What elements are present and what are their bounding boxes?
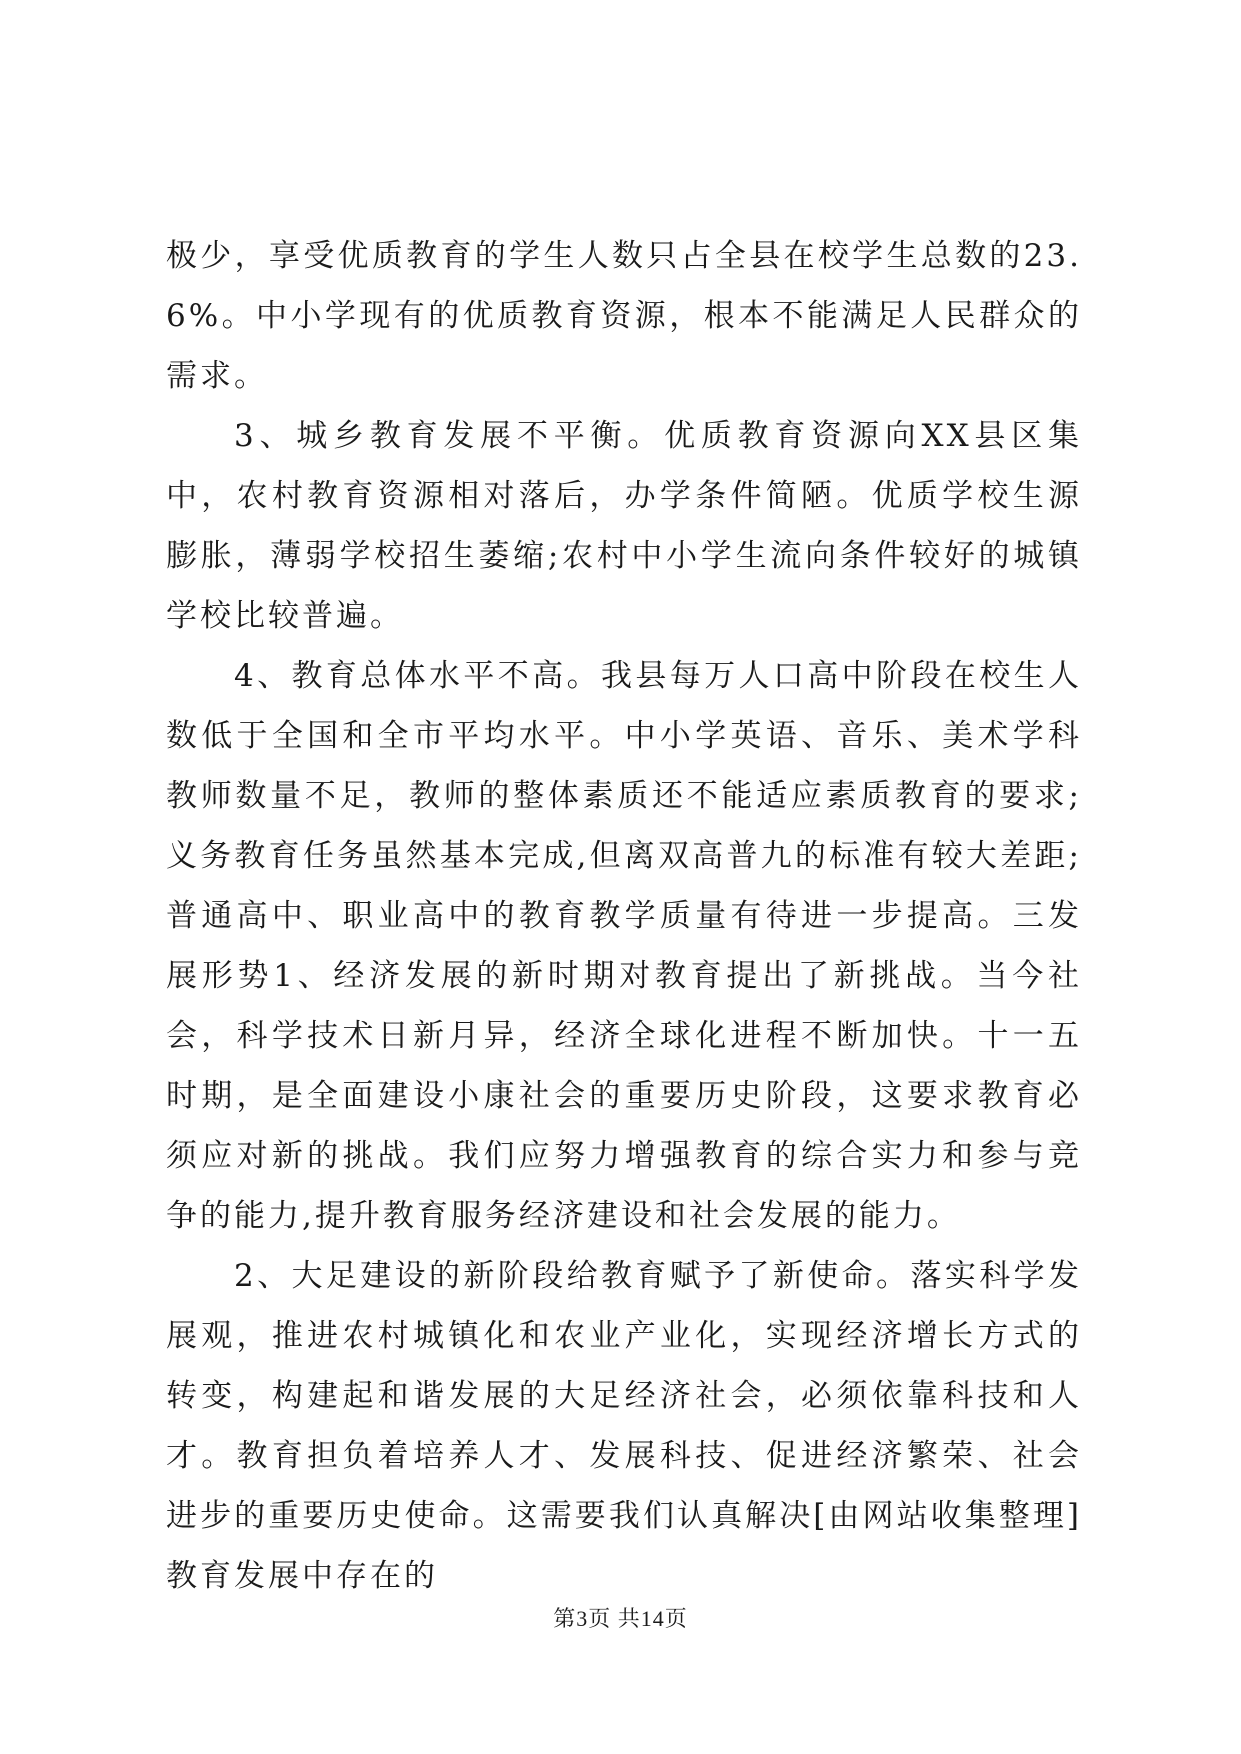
page-number-footer: 第3页 共14页	[553, 1606, 688, 1631]
document-body	[166, 226, 1082, 1606]
paragraph-urban-rural-imbalance: 3、城乡教育发展不平衡。优质教育资源向XX县区集中，农村教育资源相对落后，办学条件简陋。优质学校生源膨胀，薄弱学校招生萎缩;农村中小学生流向条件较好的城镇学校比较普遍。	[166, 418, 1082, 634]
paragraph-overall-level: 4、教育总体水平不高。我县每万人口高中阶段在校生人数低于全国和全市平均水平。中小学英语、音乐、美术学科教师数量不足，教师的整体素质还不能适应素质教育的要求;义务教育任务虽然基本完成,但离双高普九的标准有较大差距;普通高中、职业高中的教育教学质量有待进一步提高。三发展形势1、经济发展的新时期对教育提出了新挑战。当今社会，科学技术日新月异，经济全球化进程不断加快。十一五时期，是全面建设小康社会的重要历史阶段，这要求教育必须应对新的挑战。我们应努力增强教育的综合实力和参与竞争的能力,提升教育服务经济建设和社会发展的能力。	[166, 658, 1082, 1234]
paragraph-new-mission: 2、大足建设的新阶段给教育赋予了新使命。落实科学发展观，推进农村城镇化和农业产业化，实现经济增长方式的转变，构建起和谐发展的大足经济社会，必须依靠科技和人才。教育担负着培养人才、发展科技、促进经济繁荣、社会进步的重要历史使命。这需要我们认真解决[由网站收集整理]教育发展中存在的	[166, 1258, 1082, 1594]
paragraph-continuation: 极少，享受优质教育的学生人数只占全县在校学生总数的23.6%。中小学现有的优质教育资源，根本不能满足人民群众的需求。	[166, 238, 1082, 394]
